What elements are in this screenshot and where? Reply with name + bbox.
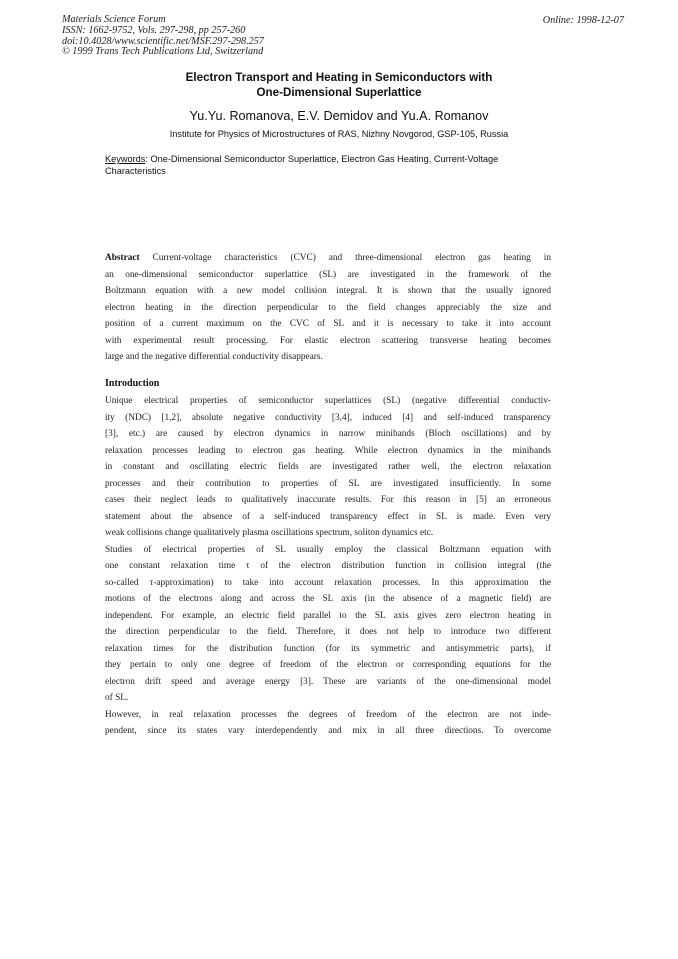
introduction-body [105,393,551,740]
intro-line: they pertain to only one degree of freedom of the electron or corresponding equations for the [105,660,551,670]
title-line: Electron Transport and Heating in Semiconductors with [185,71,493,84]
introduction-heading: Introduction [105,378,160,389]
intro-line: processes and their contribution to properties of SL are investigated insufficiently. In some [105,478,551,489]
abstract-line: Current-voltage characteristics (CVC) and three-dimensional electron gas heating in [139,253,551,263]
keywords-text: : One-Dimensional Semiconductor Superlattice, Electron Gas Heating, Current-Voltage [145,154,499,164]
intro-line: relaxation processes leading to electron gas heating. While electron dynamics in the minibands [105,445,551,456]
intro-line: so-called τ-approximation) to take into account relaxation processes. In this approximation the [105,577,551,588]
publication-metadata [62,15,264,58]
issn-line: ISSN: 1662-9752, Vols. 297-298, pp 257-260 [62,24,246,36]
intro-line: of SL. [105,693,129,703]
abstract [105,250,551,366]
intro-line: Studies of electrical properties of SL usually employ the classical Boltzmann equation with [105,544,551,555]
intro-line: electron drift speed and average energy [3]. These are variants of the one-dimensional model [105,676,551,687]
intro-line: the direction perpendicular to the field. Therefore, it does not help to introduce two different [105,627,551,637]
intro-line: one constant relaxation time τ of the electron distribution function in collision integral (the [105,561,551,571]
intro-line: ity (NDC) [1,2], absolute negative conductivity [3,4], induced [4] and self-induced transparency [105,412,551,423]
intro-line: in constant and oscillating electric fields are investigated rather well, the electron relaxation [105,462,551,472]
intro-line: [3], etc.) are caused by electron dynamics in narrow minibands (Bloch oscillations) and by [105,429,551,439]
abstract-line: with experimental result processing. For elastic electron scattering transverse heating becomes [105,335,551,346]
intro-line: motions of the electrons along and across the SL axis (in the absence of a magnetic field) are [105,594,551,604]
intro-line: pendent, since its states vary interdependently and mix in all three directions. To overcome [105,726,551,736]
intro-line: However, in real relaxation processes the degrees of freedom of the electron are not inde- [105,709,551,720]
keywords-label: Keywords [105,154,146,164]
title-line: One-Dimensional Superlattice [256,86,422,99]
authors: Yu.Yu. Romanova, E.V. Demidov and Yu.A. Romanov [189,109,489,123]
abstract-line: position of a current maximum on the CVC of SL and it is necessary to take it into account [105,319,551,329]
paper-title [90,70,588,100]
intro-line: cases their neglect leads to qualitatively inaccurate results. For this reason in [5] an erroneous [105,495,551,505]
journal-name: Materials Science Forum [62,14,166,25]
abstract-line: electron heating in the direction perpendicular to the field changes appreciably the size and [105,302,551,313]
intro-line: statement about the absence of a self-induced transparency effect in SL is made. Even very [105,511,551,522]
abstract-line: Boltzmann equation with a new model collision integral. It is shown that the usually ignored [105,286,551,296]
intro-line: weak collisions change qualitatively plasma oscillations spectrum, soliton dynamics etc. [105,528,434,538]
keywords [105,153,565,177]
intro-line: independent. For example, an electric field parallel to the SL axis gives zero electron heating in [105,610,551,621]
intro-line: Unique electrical properties of semiconductor superlattices (SL) (negative differential conductiv- [105,396,551,406]
copyright-line: © 1999 Trans Tech Publications Ltd, Switzerland [62,46,264,58]
intro-line: relaxation times for the distribution function (for its symmetric and antisymmetric parts), if [105,643,551,654]
online-date: Online: 1998-12-07 [542,15,624,26]
abstract-heading: Abstract [105,253,140,263]
doi-line: doi:10.4028/www.scientific.net/MSF.297-298.257 [62,35,264,47]
affiliation: Institute for Physics of Microstructures of RAS, Nizhny Novgorod, GSP-105, Russia [169,129,509,139]
keywords-text-continued: Characteristics [105,166,166,176]
abstract-line: an one-dimensional semiconductor superlattice (SL) are investigated in the framework of the [105,269,551,280]
abstract-line: large and the negative differential conductivity disappears. [105,352,323,362]
